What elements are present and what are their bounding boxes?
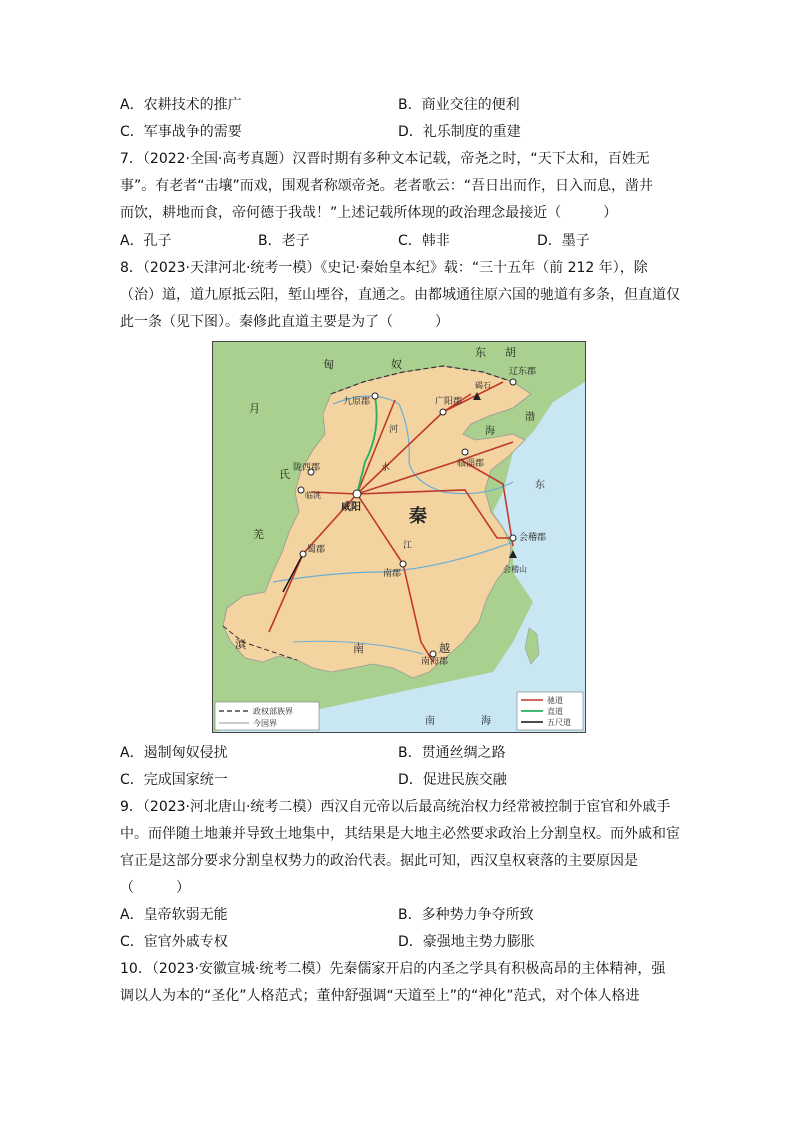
- label-hu: 胡: [505, 346, 516, 359]
- question-7-stem-line: 事”。有老者“击壤”而戏，围观者称颂帝尧。老者歌云：“吾日出而作，日入而息，凿井: [120, 178, 654, 194]
- q8-option-c[interactable]: C．完成国家统一: [120, 772, 228, 788]
- label-longxi: 陇西郡: [293, 463, 321, 473]
- question-9-stem-line: 官正是这部分要求分割皇权势力的政治代表。据此可知，西汉皇权衰落的主要原因是: [120, 853, 638, 869]
- label-qiang: 羌: [253, 528, 264, 541]
- q9-option-a[interactable]: A．皇帝软弱无能: [120, 907, 228, 923]
- label-bo: 渤: [525, 412, 535, 423]
- question-8-stem-line: 此一条（见下图）。秦修此直道主要是为了（ ）: [120, 314, 449, 330]
- label-nanjun: 南郡: [383, 569, 402, 579]
- qin-roads-map: [212, 341, 586, 733]
- label-xiong: 匈: [323, 358, 334, 371]
- q9-option-c[interactable]: C．宦官外戚专权: [120, 934, 228, 950]
- label-yue2: 越: [439, 642, 450, 655]
- q7-option-c[interactable]: C．韩非: [398, 233, 450, 249]
- label-nan: 南: [353, 642, 364, 655]
- label-lintao: 临洮: [305, 491, 321, 500]
- question-7-stem-line: 而饮，耕地而食，帝何德于我哉！”上述记载所体现的政治理念最接近（ ）: [120, 205, 618, 221]
- label-shi: 氏: [279, 468, 290, 481]
- question-9-stem-line: 9．（2023·河北唐山·统考二模）西汉自元帝以后最高统治权力经常被控制于宦官和外戚手: [120, 799, 671, 815]
- label-guangyang: 广阳郡: [435, 397, 463, 407]
- q9-option-b[interactable]: B．多种势力争夺所致: [398, 907, 534, 923]
- label-liaodong: 辽东郡: [509, 367, 537, 377]
- q7-option-a[interactable]: A．孔子: [120, 233, 172, 249]
- label-sea-nan: 南: [425, 716, 435, 727]
- label-jieshi: 碣石: [475, 381, 491, 390]
- label-dong: 东: [475, 346, 486, 359]
- q8-option-d[interactable]: D．促进民族交融: [398, 772, 507, 788]
- question-10-stem-line: 调以人为本的“圣化”人格范式；董仲舒强调“天道至上”的“神化”范式，对个体人格进: [120, 988, 640, 1004]
- legend-chidao-label: 驰道: [547, 696, 563, 705]
- label-jiang: 江: [403, 541, 413, 551]
- label-dong-sea: 东: [535, 480, 545, 491]
- label-dian: 滇: [235, 638, 246, 651]
- q6-option-a[interactable]: A．农耕技术的推广: [120, 97, 242, 113]
- question-7-stem-line: 7．（2022·全国·高考真题）汉晋时期有多种文本记载，帝尧之时，“天下太和，百姓无: [120, 151, 650, 167]
- legend-zhidao-label: 直道: [547, 707, 563, 716]
- label-yue: 月: [249, 402, 260, 415]
- legend-wuchidao-label: 五尺道: [547, 718, 571, 727]
- q8-option-b[interactable]: B．贯通丝绸之路: [398, 745, 506, 761]
- label-shui: 水: [381, 463, 391, 473]
- q9-option-d[interactable]: D．豪强地主势力膨胀: [398, 934, 535, 950]
- q6-option-d[interactable]: D．礼乐制度的重建: [398, 124, 521, 140]
- label-jiuyuan: 九原郡: [343, 397, 371, 407]
- q7-option-b[interactable]: B．老子: [258, 233, 310, 249]
- question-9-stem-line: 中。而伴随土地兼并导致土地集中，其结果是大地主必然要求政治上分割皇权。而外戚和宦: [120, 826, 680, 842]
- q6-option-b[interactable]: B．商业交往的便利: [398, 97, 520, 113]
- label-qin: 秦: [409, 506, 427, 527]
- label-xianyang: 咸阳: [341, 502, 361, 513]
- q8-option-a[interactable]: A．遏制匈奴侵扰: [120, 745, 228, 761]
- label-hai: 海: [485, 426, 495, 437]
- question-8-stem-line: 8．（2023·天津河北·统考一模）《史记·秦始皇本纪》载：“三十五年（前 212 年），除: [120, 260, 648, 276]
- label-kuaijishan: 会稽山: [503, 565, 527, 574]
- label-linzi: 临淄郡: [457, 459, 485, 469]
- label-shu: 蜀郡: [307, 545, 326, 555]
- question-10-stem-line: 10．（2023·安徽宣城·统考二模）先秦儒家开启的内圣之学具有积极高昂的主体精神，强: [120, 961, 666, 977]
- label-sea-hai: 海: [481, 716, 491, 727]
- question-9-answer-blank: （ ）: [120, 880, 190, 896]
- legend-modern-border-label: 今国界: [253, 719, 277, 728]
- legend-ethnic-border-label: 政权部族界: [253, 707, 293, 716]
- label-nanhai: 南海郡: [421, 657, 449, 667]
- q7-option-d[interactable]: D．墨子: [537, 233, 590, 249]
- question-8-stem-line: （治）道，道九原抵云阳，堑山堙谷，直通之。由都城通往原六国的驰道有多条，但直道仅: [120, 287, 680, 303]
- q6-option-c[interactable]: C．军事战争的需要: [120, 124, 242, 140]
- label-kuaiji: 会稽郡: [519, 533, 547, 543]
- label-he: 河: [389, 425, 399, 435]
- taiwan-island: [525, 628, 539, 664]
- label-nu: 奴: [391, 358, 402, 371]
